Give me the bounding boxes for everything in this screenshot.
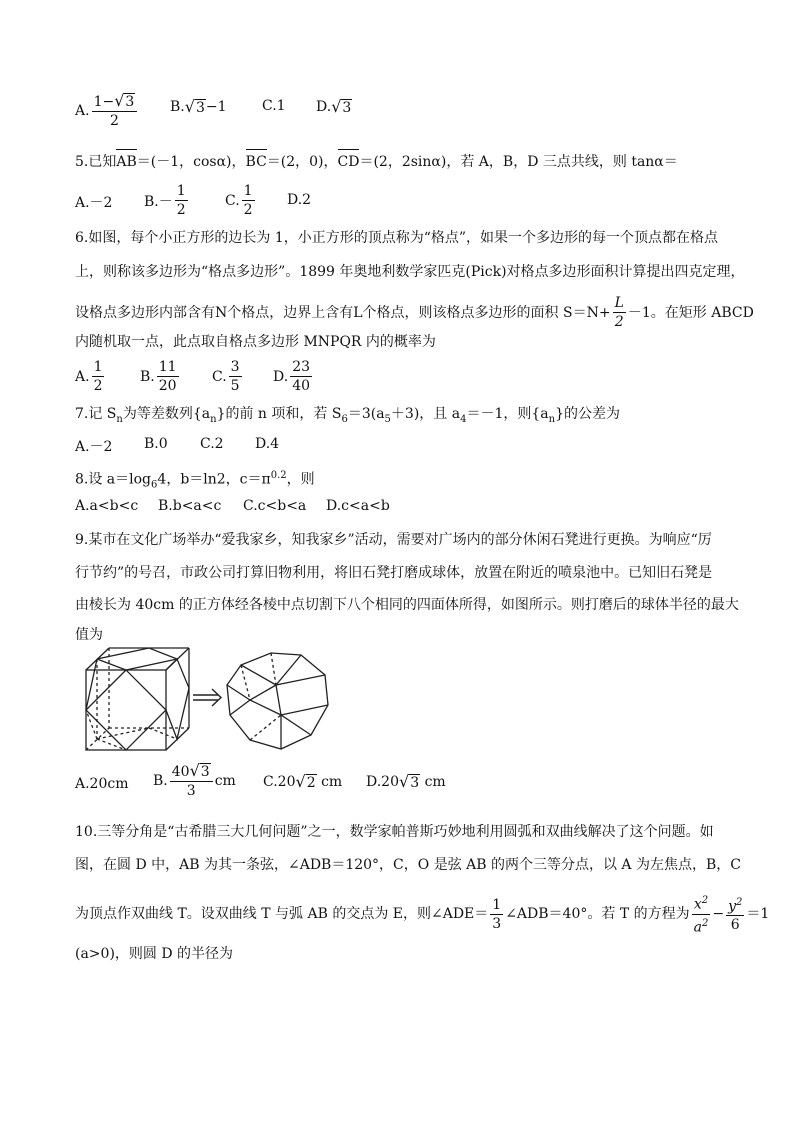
q5-option-d: D.2	[287, 192, 312, 208]
q5-option-c: C. $\frac{1}{2}$	[225, 183, 253, 218]
q4-a-fraction: 1− √ 3 2	[92, 92, 138, 130]
q6-option-d: D. $\frac{23}{40}$	[273, 359, 311, 394]
hyperbola-x-term: $\frac{x^2}{a^2}$	[692, 892, 711, 936]
q6-option-b: B. $\frac{11}{20}$	[140, 359, 177, 394]
q8-option-a: A.a<b<c	[75, 498, 139, 514]
q8-option-c: C.c<b<a	[243, 498, 307, 514]
q8-stem: 8.设 $a=\log_64$，b＝ln2，$c=\pi^{0.2}$，则	[75, 470, 315, 491]
q4-option-d: D. √ 3	[316, 97, 352, 116]
q10-line-2: 图，在圆 D 中，AB 为其一条弦，∠ADB＝120°，C，O 是弦 AB 的两个三等分点，以 A 为左焦点，B，C	[75, 857, 741, 873]
truncated-cube-figure	[75, 645, 365, 757]
q9-option-c: C.20 √ 2 cm	[263, 772, 343, 791]
q7-option-c: C.2	[200, 436, 224, 452]
q5-stem: 5.已知AB＝(－1，cosα)，BC＝(2，0)，CD＝(2，2sinα)，若 A，B，D 三点共线，则 tanα＝	[75, 154, 678, 170]
q7-stem: 7.记 $S_n$为等差数列$\{a_n\}$的前 n 项和，若 $S_6=3(a_5+3)$，且 $a_4=-1$，则$\{a_n\}$的公差为	[75, 406, 621, 425]
arrow-icon	[193, 689, 221, 706]
q6-line-2: 上，则称该多边形为“格点多边形”。1899 年奥地利数学家匹克(Pick)对格点多边形面积计算提出四克定理，	[75, 264, 745, 280]
q9-option-b: B. 40 √ 3 3 cm	[153, 761, 236, 799]
hyperbola-y-term: $\frac{y^2}{6}$	[726, 894, 744, 935]
q9-option-a: A.20cm	[75, 776, 129, 792]
q7-option-b: B.0	[144, 436, 168, 452]
q7-option-d: D.4	[255, 436, 280, 452]
vector-bc: BC	[245, 154, 267, 170]
cuboctahedron-drawing	[227, 653, 328, 749]
q10-line-3: 为顶点作双曲线 T。设双曲线 T 与弧 AB 的交点为 E，则∠ADE＝ $\frac{1}{3}$ ∠ADB＝40°。若 T 的方程为 $\frac{x^2}{a^2}$ − $\frac{y^2}{6}$ ＝1	[75, 892, 769, 936]
q6-option-a: A. $\frac{1}{2}$	[75, 359, 103, 394]
q4-option-a: A. 1− √ 3 2	[75, 92, 139, 130]
q10-line-4: (a>0)，则圆 D 的半径为	[75, 946, 234, 962]
vector-cd: CD	[337, 154, 360, 170]
cube-drawing	[86, 648, 189, 750]
q6-line-4: 内随机取一点，此点取自格点多边形 MNPQR 内的概率为	[75, 334, 436, 350]
q8-option-d: D.c<a<b	[326, 498, 390, 514]
q6-line-3: 设格点多边形内部含有N个格点，边界上含有L个格点，则该格点多边形的面积 S＝N+ $\frac{L}{2}$ －1。在矩形 ABCD	[75, 295, 754, 330]
q4-option-b: B. √ 3 −1	[170, 97, 227, 116]
q9-line-1: 9.某市在文化广场举办“爱我家乡，知我家乡”活动，需要对广场内的部分休闲石凳进行更换。为响应“厉	[75, 532, 712, 548]
q9-line-4: 值为	[75, 627, 103, 643]
q9-line-2: 行节约”的号召，市政公司打算旧物利用，将旧石凳打磨成球体，放置在附近的喷泉池中。已知旧石凳是	[75, 565, 713, 581]
q6-line-1: 6.如图，每个小正方形的边长为 1，小正方形的顶点称为“格点”，如果一个多边形的每一个顶点都在格点	[75, 230, 719, 246]
q9-option-d: D.20 √ 3 cm	[366, 772, 446, 791]
q5-option-a: A.－2	[75, 195, 113, 211]
q9-line-3: 由棱长为 40cm 的正方体经各棱中点切割下八个相同的四面体所得，如图所示。则打磨后的球体半径的最大	[75, 597, 739, 613]
q4-option-c: C.1	[262, 98, 286, 114]
q6-option-c: C. $\frac{3}{5}$	[212, 359, 240, 394]
pick-fraction: $\frac{L}{2}$	[614, 295, 624, 330]
q8-option-b: B.b<a<c	[158, 498, 222, 514]
q5-option-b: B.－ $\frac{1}{2}$	[144, 183, 186, 218]
q7-option-a: A.－2	[75, 439, 113, 455]
q10-line-1: 10.三等分角是“古希腊三大几何问题”之一，数学家帕普斯巧妙地利用圆弧和双曲线解决了这个问题。如	[75, 824, 714, 840]
vector-ab: AB	[116, 154, 137, 170]
